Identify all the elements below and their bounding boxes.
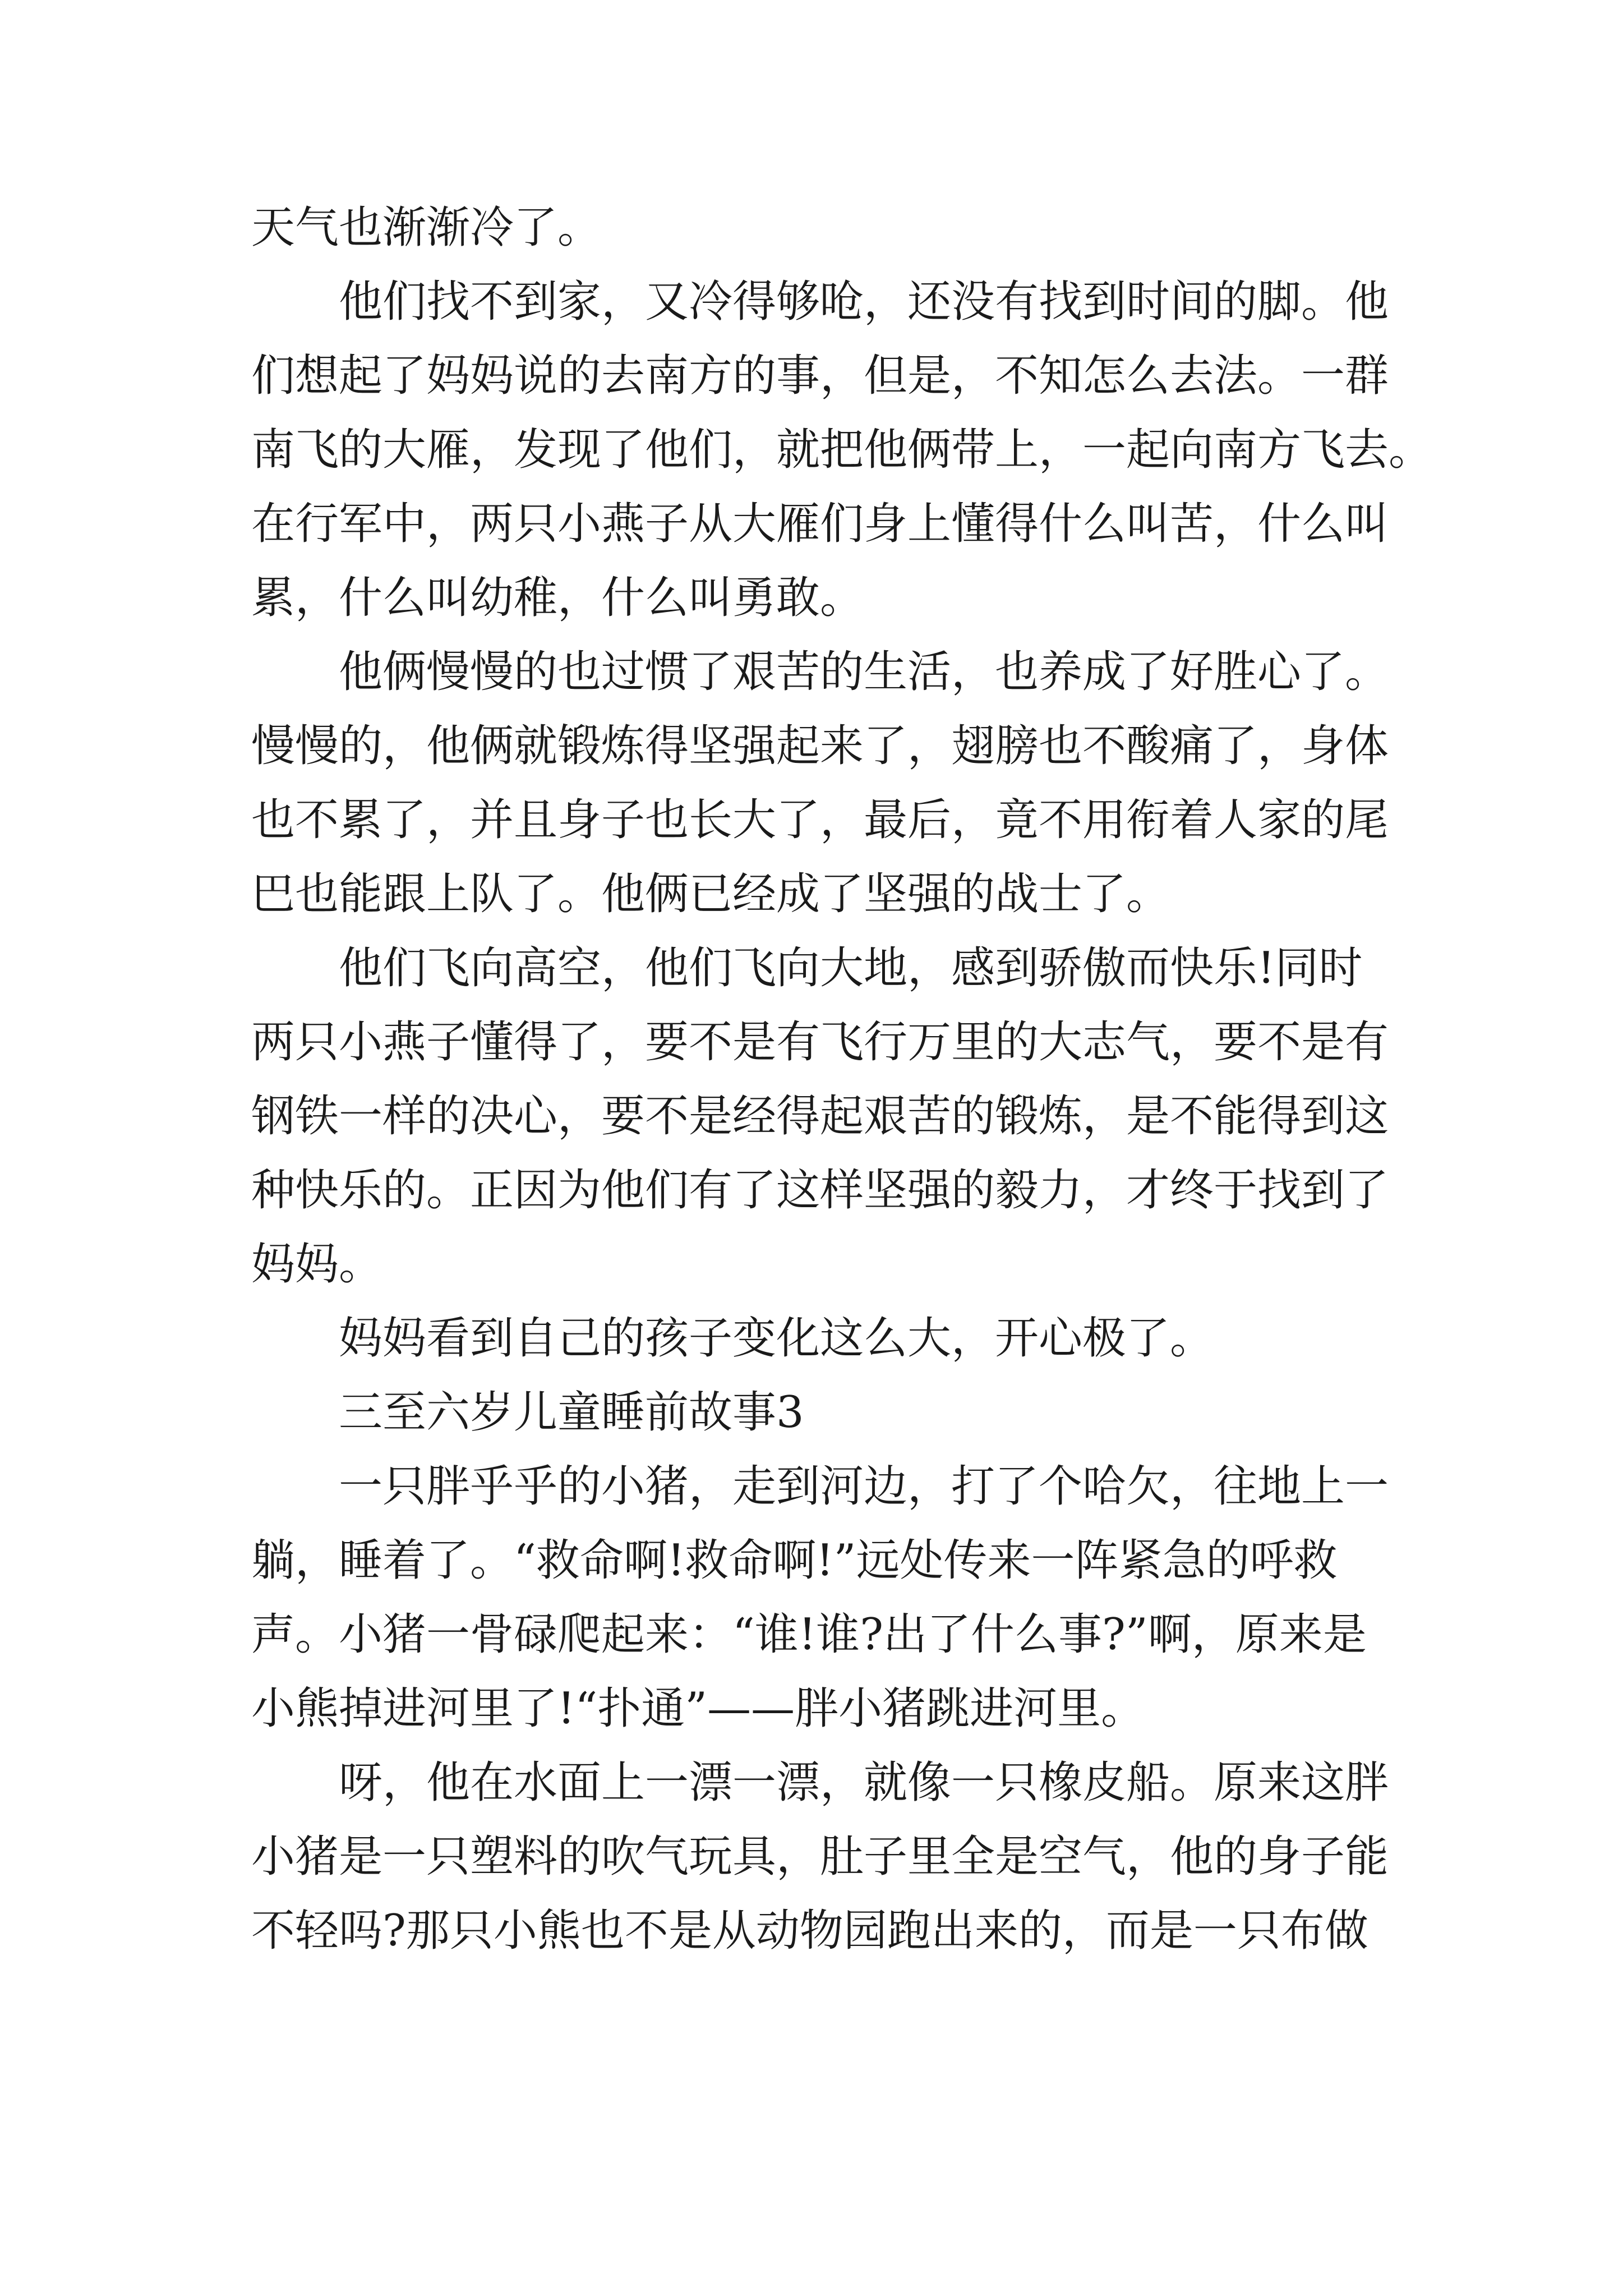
text-line: 呀，他在水面上一漂一漂，就像一只橡皮船。原来这胖 (339, 1757, 1389, 1808)
text-line: 两只小燕子懂得了，要不是有飞行万里的大志气，要不是有 (251, 1017, 1389, 1068)
text-line: 南飞的大雁，发现了他们，就把他俩带上，一起向南方飞去。 (251, 425, 1433, 475)
text-line: 一只胖乎乎的小猪，走到河边，打了个哈欠，往地上一 (339, 1461, 1389, 1512)
text-line: 妈妈看到自己的孩子变化这么大，开心极了。 (339, 1313, 1214, 1364)
text-line: 声。小猪一骨碌爬起来：“谁!谁?出了什么事?”啊，原来是 (251, 1609, 1367, 1660)
text-line: 种快乐的。正因为他们有了这样坚强的毅力，才终于找到了 (251, 1165, 1389, 1216)
text-line: 天气也渐渐冷了。 (251, 203, 602, 253)
text-line: 妈妈。 (251, 1239, 383, 1290)
section-heading: 三至六岁儿童睡前故事3 (339, 1387, 804, 1438)
text-line: 他们找不到家，又冷得够呛，还没有找到时间的脚。他 (339, 277, 1389, 327)
text-line: 小猪是一只塑料的吹气玩具，肚子里全是空气，他的身子能 (251, 1832, 1389, 1882)
text-line: 累，什么叫幼稚，什么叫勇敢。 (251, 573, 864, 623)
text-line: 躺，睡着了。“救命啊!救命啊!”远处传来一阵紧急的呼救 (251, 1535, 1338, 1586)
text-line: 也不累了，并且身子也长大了，最后，竟不用衔着人家的尾 (251, 795, 1389, 845)
text-line: 不轻吗?那只小熊也不是从动物园跑出来的，而是一只布做 (251, 1906, 1368, 1956)
text-line: 钢铁一样的决心，要不是经得起艰苦的锻炼，是不能得到这 (251, 1091, 1389, 1142)
text-line: 他俩慢慢的也过惯了艰苦的生活，也养成了好胜心了。 (339, 647, 1389, 697)
text-line: 慢慢的，他俩就锻炼得坚强起来了，翅膀也不酸痛了，身体 (251, 721, 1389, 771)
text-line: 巴也能跟上队了。他俩已经成了坚强的战士了。 (251, 869, 1170, 919)
text-line: 小熊掉进河里了!“扑通”——胖小猪跳进河里。 (251, 1683, 1145, 1734)
text-line: 在行军中，两只小燕子从大雁们身上懂得什么叫苦，什么叫 (251, 499, 1389, 549)
document-page (251, 191, 1433, 1968)
text-line: 们想起了妈妈说的去南方的事，但是，不知怎么去法。一群 (251, 351, 1389, 401)
text-line: 他们飞向高空，他们飞向大地，感到骄傲而快乐!同时 (339, 943, 1363, 993)
